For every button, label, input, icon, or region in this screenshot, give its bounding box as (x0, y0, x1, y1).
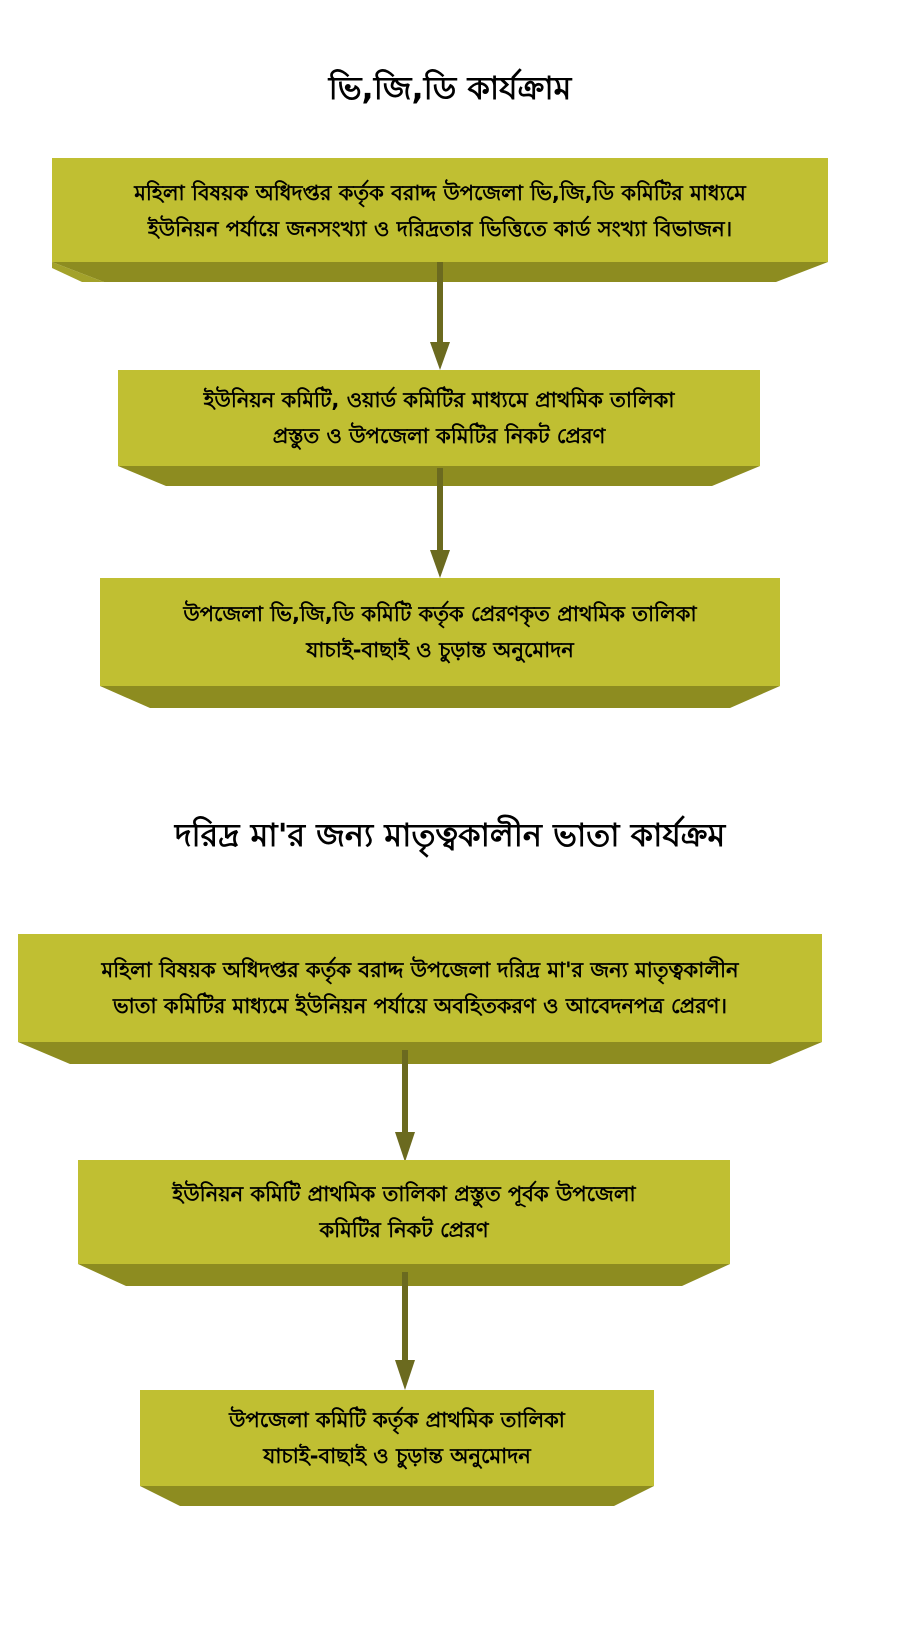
maternity-allowance-program-title: দরিদ্র মা'র জন্য মাতৃত্বকালীন ভাতা কার্যক্রম (174, 816, 726, 854)
maternity-step-3-line-1: উপজেলা কমিটি কর্তৃক প্রাথমিক তালিকা (229, 1408, 565, 1432)
maternity-step-1-line-1: মহিলা বিষয়ক অধিদপ্তর কর্তৃক বরাদ্দ উপজেলা দরিদ্র মা'র জন্য মাতৃত্বকালীন (101, 958, 739, 982)
maternity-step-3-box (140, 1390, 654, 1506)
maternity-step-1-box (18, 934, 822, 1064)
maternity-step-3-line-2: যাচাই-বাছাই ও চুড়ান্ত অনুমোদন (263, 1444, 531, 1468)
vgd-step-3-line-2: যাচাই-বাছাই ও চুড়ান্ত অনুমোদন (306, 638, 574, 662)
vgd-step-3-box (100, 578, 780, 708)
down-arrow-icon (393, 1272, 417, 1392)
maternity-step-2-box (78, 1160, 730, 1286)
maternity-step-1-line-2: ভাতা কমিটির মাধ্যমে ইউনিয়ন পর্যায়ে অবহিতকরণ ও আবেদনপত্র প্রেরণ। (112, 994, 728, 1018)
vgd-step-1-line-1: মহিলা বিষয়ক অধিদপ্তর কর্তৃক বরাদ্দ উপজেলা ভি,জি,ডি কমিটির মাধ্যমে (134, 181, 746, 205)
vgd-step-2-line-1: ইউনিয়ন কমিটি, ওয়ার্ড কমিটির মাধ্যমে প্রাথমিক তালিকা (203, 388, 675, 412)
vgd-step-2-line-2: প্রস্তুত ও উপজেলা কমিটির নিকট প্রেরণ (272, 424, 606, 448)
vgd-step-1-line-2: ইউনিয়ন পর্যায়ে জনসংখ্যা ও দরিদ্রতার ভিত্তিতে কার্ড সংখ্যা বিভাজন। (147, 217, 733, 241)
maternity-step-2-line-1: ইউনিয়ন কমিটি প্রাথমিক তালিকা প্রস্তুত পূর্বক উপজেলা (172, 1182, 636, 1206)
vgd-step-3-line-1: উপজেলা ভি,জি,ডি কমিটি কর্তৃক প্রেরণকৃত প্রাথমিক তালিকা (183, 602, 697, 626)
down-arrow-icon (393, 1050, 417, 1164)
down-arrow-icon (428, 262, 452, 372)
maternity-step-2-line-2: কমিটির নিকট প্রেরণ (319, 1218, 489, 1242)
vgd-program-title: ভি,জি,ডি কার্যক্রাম (328, 69, 572, 107)
down-arrow-icon (428, 468, 452, 580)
